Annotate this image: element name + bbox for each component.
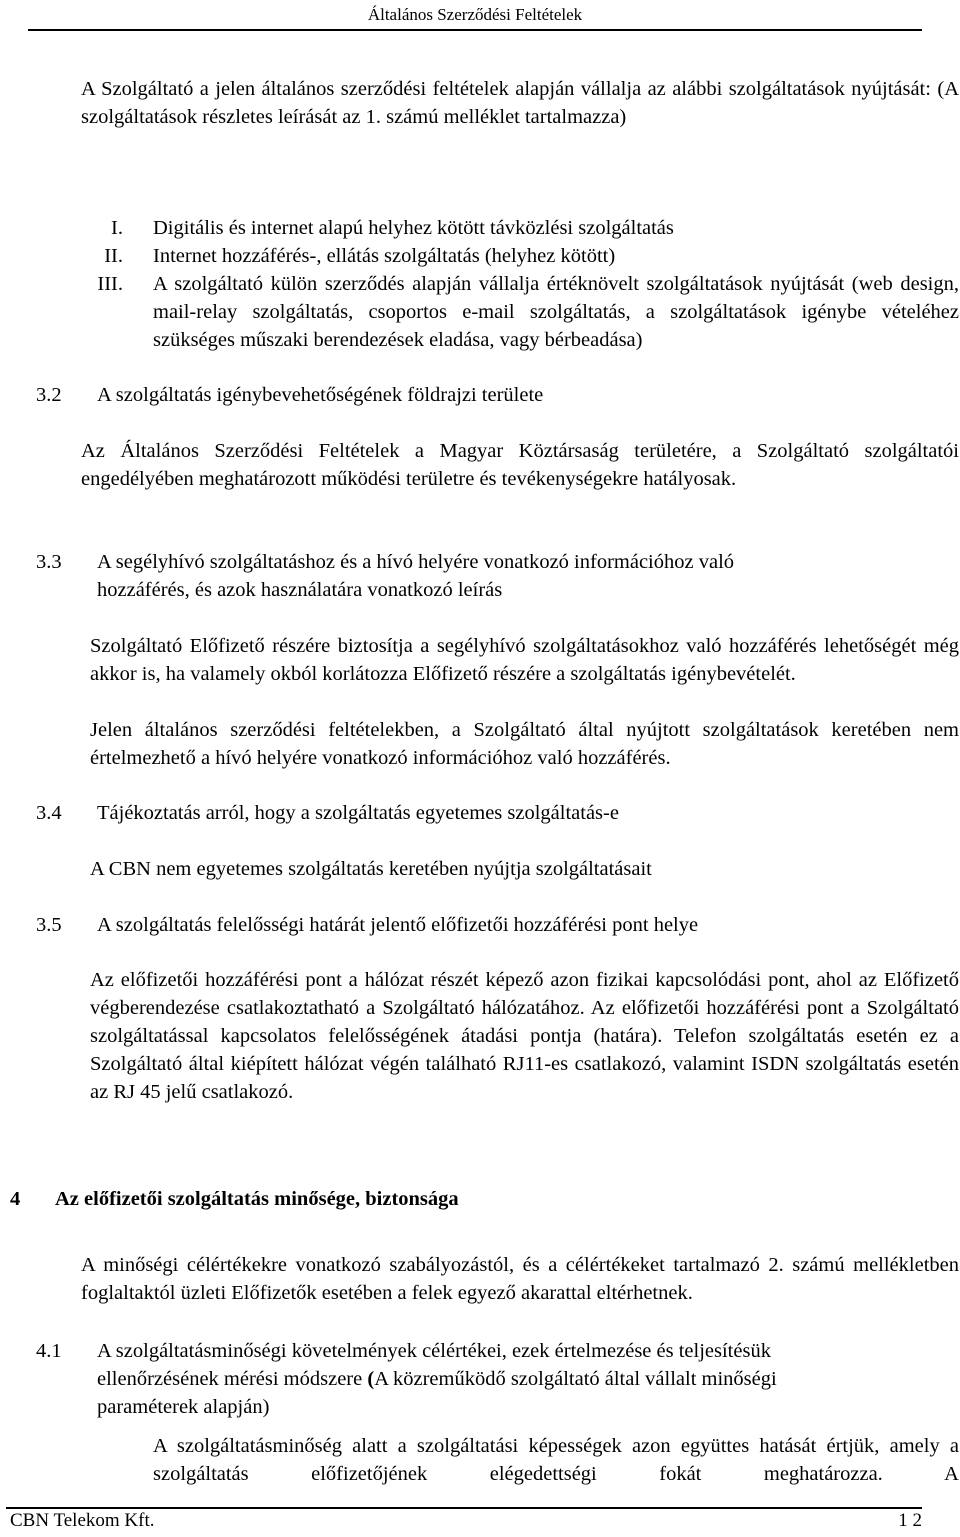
- section-number: 4: [10, 1188, 21, 1210]
- section-number: 3.3: [36, 551, 62, 573]
- section-4-1-body: A szolgáltatásminőség alatt a szolgáltatási képességek azon együttes hatását értjük, amely a szolgáltatás előfizetőjének elégedettségi fokát meghatározza. A: [153, 1435, 959, 1485]
- section-title: A szolgáltatás felelősségi határát jelentő előfizetői hozzáférési pont helye: [97, 914, 699, 936]
- section-title-line: hozzáférés, és azok használatára vonatkozó leírás: [97, 579, 503, 601]
- section-3-5-body: Az előfizetői hozzáférési pont a hálózat részét képező azon fizikai kapcsolódási pont, ahol az Előfizető végberendezése csatlakoztatható a Szolgáltató hálózatához. Az előfizetői hozzáférési pont a Szolgáltató szolgáltatással kapcsolatos felelősségének átadási pontja (határa). Telefon szolgáltatás esetén ez a Szolgáltató által kiépített hálózat végén található RJ11-es csatlakozó, valamint ISDN szolgáltatás esetén az RJ 45 jelű csatlakozó.: [90, 969, 959, 1103]
- section-title-paren: (: [367, 1368, 375, 1390]
- section-3-2-body: Az Általános Szerződési Feltételek a Magyar Köztársaság területére, a Szolgáltató szolgáltatói engedélyében meghatározott működési területre és tevékenységekre hatályosak.: [81, 440, 959, 490]
- intro-paragraph: A Szolgáltató a jelen általános szerződési feltételek alapján vállalja az alábbi szolgáltatások nyújtását: (A szolgáltatások részletes leírását az 1. számú melléklet tartalmazza): [81, 78, 959, 128]
- section-number: 3.2: [36, 384, 62, 406]
- section-number: 3.4: [36, 802, 62, 824]
- list-item-text: A szolgáltató külön szerződés alapján vállalja értéknövelt szolgáltatások nyújtását (web design, mail-relay szolgáltatás, csoportos e-mail szolgáltatás, a szolgáltatások igénybe vételéhez szükséges műszaki berendezések eladása, vagy bérbeadása): [153, 273, 959, 351]
- list-item-text: Digitális és internet alapú helyhez kötött távközlési szolgáltatás: [153, 217, 674, 239]
- section-title-line: paraméterek alapján): [97, 1396, 270, 1418]
- section-title-part: ellenőrzésének mérési módszere: [97, 1368, 368, 1390]
- section-3-4-body: A CBN nem egyetemes szolgáltatás keretében nyújtja szolgáltatásait: [90, 858, 652, 880]
- section-4-body: A minőségi célértékekre vonatkozó szabályozástól, és a célértékeket tartalmazó 2. számú mellékletben foglaltaktól üzleti Előfizetők esetében a felek egyező akarattal eltérhetnek.: [81, 1254, 959, 1304]
- header-title: Általános Szerződési Feltételek: [367, 5, 583, 24]
- section-title: Tájékoztatás arról, hogy a szolgáltatás egyetemes szolgáltatás-e: [97, 802, 619, 824]
- section-title: A szolgáltatás igénybevehetőségének földrajzi területe: [97, 384, 544, 406]
- section-title: Az előfizetői szolgáltatás minősége, biztonsága: [55, 1188, 459, 1210]
- section-number: 3.5: [36, 914, 62, 936]
- section-3-3-body-2: Jelen általános szerződési feltételekben, a Szolgáltató által nyújtott szolgáltatások keretében nem értelmezhető a hívó helyére vonatkozó információhoz való hozzáférés.: [90, 719, 959, 769]
- list-item-number: II.: [104, 245, 123, 267]
- section-3-3-body-1: Szolgáltató Előfizető részére biztosítja a segélyhívó szolgáltatásokhoz való hozzáférés lehetőségét még akkor is, ha valamely okból korlátozza Előfizető részére a szolgáltatás igénybevételét.: [90, 635, 959, 685]
- footer-company: CBN Telekom Kft.: [10, 1510, 155, 1531]
- page-number: 1 2: [898, 1510, 922, 1531]
- section-title-part: A közreműködő szolgáltató által vállalt minőségi: [374, 1368, 777, 1390]
- section-title-line: A segélyhívó szolgáltatáshoz és a hívó helyére vonatkozó információhoz való: [97, 551, 735, 573]
- section-title-line: [97, 1365, 957, 1393]
- list-item-text: Internet hozzáférés-, ellátás szolgáltatás (helyhez kötött): [153, 245, 616, 267]
- page-footer: [6, 1507, 922, 1531]
- list-item-number: III.: [97, 273, 123, 295]
- list-item-number: I.: [111, 217, 123, 239]
- section-number: 4.1: [36, 1340, 62, 1362]
- section-title-line: A szolgáltatásminőségi követelmények célértékei, ezek értelmezése és teljesítésük: [97, 1340, 771, 1362]
- page-header: [28, 4, 922, 31]
